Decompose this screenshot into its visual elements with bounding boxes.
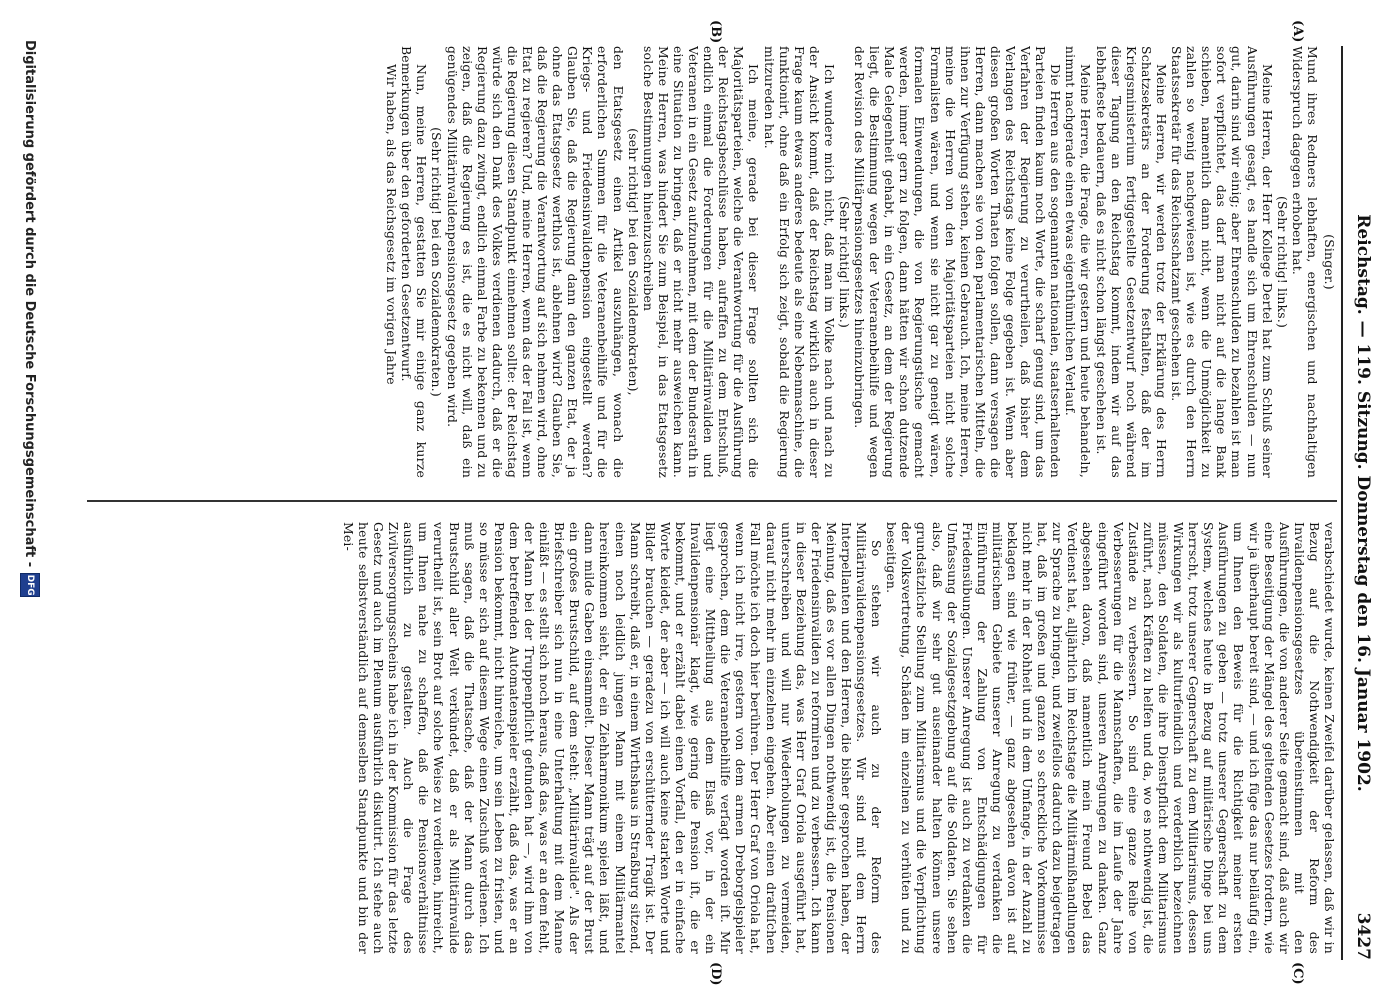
paragraph: Die Herren aus den sogenannten nationalen, staatserhaltenden Parteien finden kaum noch Worte, die scharf genug sind, um das Verfahren der Regierung zu verurtheilen, daß bisher dem Verlangen des Reichstags keine Folge gegeben ist. Wenn aber diesen großen Worten Thaten folgen sollen, dann versagen die Herren, dann machen sie von den parlamentarischen Mitteln, die ihnen zur Verfügung stehen, keinen Gebrauch. Ich, meine Herren, meine die Herren von den Majoritätsparteien nicht solche Formalisten wären, und wenn sie nicht gar zu geneigt wären, formalen Einwendungen, die von Regierungstische gemacht werden, immer gern zu folgen, dann hätten wir schon dutzende Male Gelegenheit gehabt, in ein Gesetz, an dem der Regierung liegt, die Bestimmung wegen der Veteranenbeihilfe und wegen der Revision des Militärpensionsgesetzes hineinzubringen. <box>852 46 1064 478</box>
speaker-label: (Singer.) <box>1322 234 1337 290</box>
paragraph: Meine Herren, der Herr Kollege Dertel hat zum Schluß seiner Ausführungen gesagt, es handle sich um Ehrenschulden — nun gut, darin sind wir einig; aber Ehrenschulden zu bezahlen ist man sofort verpflichtet, das darf man nicht auf die lange Bank schieben, namentlich dann nicht, wenn die Unmöglichkeit zu zahlen so wenig nachgewiesen ist, wie es durch den Herrn Staatssekretär für das Reichsschatzamt geschehen ist. <box>1169 46 1275 478</box>
right-column <box>87 522 1337 954</box>
paragraph: Mund ihres Redners lebhaften, energischen und nachhaltigen Widerspruch dagegen erhoben hat. <box>1289 46 1320 478</box>
margin-mark-d: (D) <box>708 962 723 986</box>
paragraph: Wir haben, als das Reichsgesetz im vorigen Jahre <box>384 64 400 385</box>
left-column <box>87 46 1337 478</box>
column-divider <box>87 500 1337 502</box>
margin-mark-c: (C) <box>1290 962 1305 985</box>
digitization-credit <box>17 40 43 960</box>
paragraph: Nun, meine Herren, gestatten Sie mir einige ganz kurze Bemerkungen über den geforderten Gesetzentwurf. <box>399 46 430 478</box>
paragraph: So stehen wir auch zu der Reform des Militärinvalidenpensionsgesetzes. Wir sind mit dem Herrn Interpellanten und den Herren, die bisher gesprochen haben, der Meinung, daß es vor allen Dingen nothwendig ist, die Pensionen der Friedensinvaliden zu reformiren und zu verbessern. Ich kann in dieser Beziehung das, was Herr Graf Oriola ausgeführt hat, unterschreiben und will nur Wiederholungen zu vermeiden, darauf nicht mehr im einzelnen eingehen. Aber einen draſtiſchen Fall möchte ich doch hier berühren. Der Herr Graf von Oriola hat, wenn ich nicht irre, gestern von dem armen Dreborgelspieler gesprochen, dem die Veteranenbeihilfe verſagt worden iſt. Mir liegt eine Mittheilung aus dem Elsaß vor, in der ein Invalidenpensionär klagt, wie gering die Pension iſt, die er bekommt, und er erzählt dabei einen Vorfall, den er in einfache Worte kleidet, der aber — ich will auch keine starken Worte und Bilder brauchen — geradezu von erschütternder Tragik ist. Der Mann schreibt, daß er, in einem Wirthshaus in Straßburg sitzend, einen noch leidlich jungen Mann mit einem Militärmantel hereinkommen sieht, der ein Ziehharmonikum spielen läßt, und dann milde Gaben einsammelt. Dieser Mann trägt auf der Brust ein großes Brustschild, auf dem steht: „Militärinvalide". Als der Briefschreiber sich nun in eine Unterhaltung mit dem Manne einläßt — es stellt sich noch heraus, daß das, was er an dem fehlt, der Mann bei der Truppenpflicht gefunden hat —, wird ihm von dem betreffenden Automatenspieler erzählt, daß das, was er an Pension bekommt, nicht hinreiche, um sein Leben zu fristen, und so müsse er sich auf diesem Wege einen Zuschuß verdienen. Ich muß sagen, daß die Thatsache, daß der Mann durch das Brustschild aller Welt verkündet, daß er als Militärinvalide verurtheilt ist, sein Brot auf solche Weise zu verdienen, hinreicht, um Ihnen nahe zu schaffen, daß die Pensionsverhältnisse ausführlich zu gestalten. Auch die Frage des Zivilversorgungsscheins habe ich in der Kommission für das letzte Gesetz und auch im Plenum ausführlich diskutirt. Ich stehe auch heute selbstverständlich auf demselben Standpunkte und bin der Mei- <box>340 522 885 954</box>
interjection: (Sehr richtig! links.) <box>1274 195 1290 329</box>
dfg-logo-icon: DFG <box>20 573 40 597</box>
page-number: 3427 <box>1353 912 1373 960</box>
interjection: (Sehr richtig! bei den Sozialdemokraten.) <box>429 127 445 397</box>
margin-mark-b: (B) <box>708 20 723 44</box>
paragraph: Meine Herren, wir werden trotz der Erklärung des Herrn Schatzsekretärs an der Forderung festhalten, daß der im Kriegsministerium fertiggestellte Gesetzentwurf noch während dieser Tagung an den Reichstag kommt, indem wir auf das lebhafteste bedauern, daß es nicht schon längst geschehen ist. <box>1093 46 1169 478</box>
paragraph: den Etatsgesetz einen Artikel auszuhängen, wonach die erforderlichen Summen für die Veteranenbeihilfe und für die Kriegs- und Friedensinvalidenpension eingestellt werden? Glauben Sie, daß die Regierung dann den ganzen Etat, der ja ohne das Etatsgesetz werthlos ist, ablehnen wird? Glauben Sie, daß die Regierung die Verantwortung auf sich nehmen wird, ohne Etat zu regieren? Und, meine Herren, wenn das der Fall ist, wenn die Regierung diesen Standpunkt einnehmen sollte: der Reichstag würde sich den Dank des Volkes verdienen dadurch, daß er die Regierung dazu zwingt, endlich einmal Farbe zu bekennen und zu zeigen, daß die Regierung es ist, die es nicht will, daß ein genügendes Militärinvalidenpensionsgesetz gegeben wird. <box>444 46 626 478</box>
paragraph: Meine Herren, die Frage, die wir gestern und heute behandeln, nimmt nachgerade einen etwas eigenthümlichen Verlauf. <box>1063 46 1094 478</box>
margin-mark-a: (A) <box>1290 20 1305 43</box>
page-header <box>1347 46 1377 960</box>
credit-text: Digitalisierung gefördert durch die Deutsche Forschungsgemeinschaft - <box>22 40 38 568</box>
interjection: (sehr richtig! bei den Sozialdemokraten), <box>625 128 641 396</box>
interjection: (Sehr richtig! links.) <box>837 195 852 329</box>
paragraph: verabschiedet wurde, keinen Zweifel darüber gelassen, daß wir in Bezug auf die Nothwendigkeit der Reform des Invalidenpensionsgesetzes übereinstimmen mit den Ausführungen, die von anderer Seite gemacht sind, daß auch wir eine Beseitigung der Mängel des geltenden Gesetzes fordern, wie wir ja überhaupt bereit sind, — und ich füge das nur beiläufig ein, um Ihnen den Beweis für die Richtigkeit meiner ersten Ausführungen zu geben — trotz unserer Gegnerschaft zu dem System, welches heute in Bezug auf militärische Dinge bei uns herrscht, trotz unserer Gegnerschaft zu dem Militarismus, dessen Wirkungen wir als kulturfeindlich und verderblich bezeichnen müssen, den Soldaten, die ihre Dienstpflicht dem Militarismus zuführt, nach Kräften zu helfen und da, wo es nothwendig ist, die Zustände zu verbessern. So sind eine ganze Reihe von Verbesserungen für die Mannschaften, die im Laufe der Jahre eingeführt worden sind, unseren Anregungen zu danken. Ganz abgesehen davon, daß namentlich mein Freund Bebel das Verdienst hat, alljährlich im Reichstage die Militärmißhandlungen zur Sprache zu bringen, und zweifellos dadurch dazu beigetragen hat, daß im großen und ganzen so schreckliche Vorkommnisse nicht mehr in der Rohheit und in dem Umfange, in der Anzahl zu beklagen sind wie früher, — ganz abgesehen davon ist auf militärischem Gebiete unserer Anregung zu verdanken die Einführung der Zahlung von Entschädigungen für Friedensübungen. Unserer Anregung ist auch zu verdanken die Umfassung der Sozialgesetzgebung auf die Soldaten. Sie sehen also, daß wir sehr gut auseinander halten können unsere grundsätzliche Stellung zum Militarismus und die Verpflichtung der Volksvertretung, Schäden im einzelnen zu verhüten und zu beseitigen. <box>884 522 1337 954</box>
paragraph: Ich wundere mich nicht, daß man im Volke nach und nach zu der Ansicht kommt, daß der Reichstag wirklich auch in dieser Frage kaum etwas anderes bedeute als eine Nebenmaschine, die funktionirt, ohne daß ein Erfolg sich zeigt, sobald die Regierung mitzureden hat. <box>761 46 837 478</box>
running-title: Reichstag. — 119. Sitzung. Donnerstag den 16. Januar 1902. <box>1353 214 1373 792</box>
paragraph: Ich meine, gerade bei dieser Frage sollten sich die Majoritätsparteien, welche die Verantwortung für die Ausführung der Reichstagsbeschlüsse haben, aufraffen zu dem Entschluß, endlich einmal die Forderungen für die Militärinvaliden und Veteranen in ein Gesetz aufzunehmen, mit dem der Bundesrath in eine Situation zu bringen, daß er nicht mehr ausweichen kann. Meine Herren, was hindert Sie zum Beispiel, in das Etatsgesetz solche Bestimmungen hineinzuschreiben <box>640 46 762 478</box>
header-rule <box>1341 46 1343 960</box>
